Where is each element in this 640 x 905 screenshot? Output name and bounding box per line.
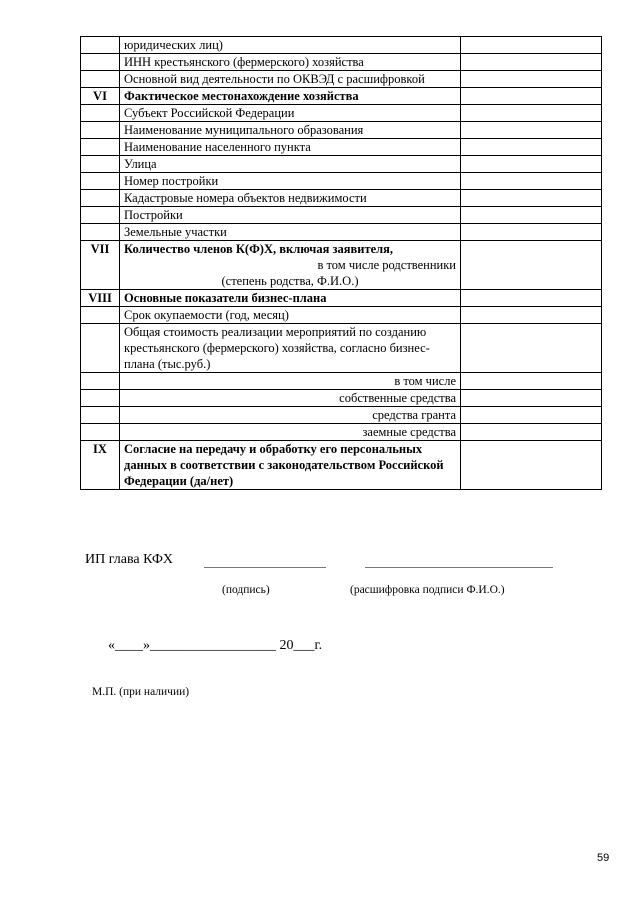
relation-label: (степень родства, Ф.И.О.) <box>221 274 359 288</box>
value-cell[interactable] <box>461 54 602 71</box>
row-number <box>81 207 120 224</box>
form-table-body-top <box>81 37 602 241</box>
value-cell[interactable] <box>461 105 602 122</box>
row-number <box>81 71 120 88</box>
value-cell[interactable] <box>461 390 602 407</box>
row-number <box>81 105 120 122</box>
table-row <box>81 173 602 190</box>
table-row <box>81 190 602 207</box>
value-cell[interactable] <box>461 407 602 424</box>
signature-label: ИП глава КФХ <box>85 552 173 567</box>
date-line: «____»__________________ 20___г. <box>108 638 323 653</box>
row-number <box>81 173 120 190</box>
row-number <box>81 224 120 241</box>
value-cell[interactable] <box>461 441 602 490</box>
table-row <box>81 54 602 71</box>
name-decode-caption: (расшифровка подписи Ф.И.О.) <box>350 584 505 596</box>
table-row <box>81 105 602 122</box>
row-number: IX <box>81 441 120 490</box>
row-label: Субъект Российской Федерации <box>120 105 461 122</box>
row-number <box>81 37 120 54</box>
value-cell[interactable] <box>461 71 602 88</box>
table-row-members <box>81 241 602 290</box>
value-cell[interactable] <box>461 88 602 105</box>
value-cell[interactable] <box>461 241 602 290</box>
form-table-body-vii <box>81 241 602 290</box>
row-label: Основной вид деятельности по ОКВЭД с расшифровкой <box>120 71 461 88</box>
relatives-label: в том числе родственники <box>317 258 456 272</box>
table-row <box>81 424 602 441</box>
table-row <box>81 139 602 156</box>
row-label: Срок окупаемости (год, месяц) <box>120 307 461 324</box>
table-row <box>81 290 602 307</box>
table-row <box>81 71 602 88</box>
row-label: заемные средства <box>120 424 461 441</box>
table-row <box>81 324 602 373</box>
row-label: собственные средства <box>120 390 461 407</box>
form-table-body-bottom <box>81 290 602 490</box>
value-cell[interactable] <box>461 37 602 54</box>
row-number <box>81 156 120 173</box>
table-row <box>81 390 602 407</box>
row-label: Общая стоимость реализации мероприятий по созданию крестьянского (фермерского) хозяйства, согласно бизнес-плана (тыс.руб.) <box>120 324 461 373</box>
row-number: VIII <box>81 290 120 307</box>
row-number <box>81 407 120 424</box>
value-cell[interactable] <box>461 373 602 390</box>
row-label: Наименование населенного пункта <box>120 139 461 156</box>
row-label: Кадастровые номера объектов недвижимости <box>120 190 461 207</box>
table-row <box>81 441 602 490</box>
value-cell[interactable] <box>461 324 602 373</box>
row-label: Улица <box>120 156 461 173</box>
row-number: VI <box>81 88 120 105</box>
row-label: в том числе <box>120 373 461 390</box>
table-row <box>81 373 602 390</box>
page-number: 59 <box>597 852 610 864</box>
row-label: Фактическое местонахождение хозяйства <box>120 88 461 105</box>
signature-caption: (подпись) <box>222 584 270 596</box>
row-number <box>81 373 120 390</box>
row-number <box>81 390 120 407</box>
name-decode-line[interactable] <box>365 567 553 568</box>
members-label: Количество членов К(Ф)Х, включая заявителя, <box>124 242 394 256</box>
row-label: Основные показатели бизнес-плана <box>120 290 461 307</box>
signature-line[interactable] <box>204 567 326 568</box>
value-cell[interactable] <box>461 190 602 207</box>
table-row <box>81 37 602 54</box>
row-number <box>81 324 120 373</box>
table-row <box>81 407 602 424</box>
value-cell[interactable] <box>461 139 602 156</box>
row-number <box>81 54 120 71</box>
table-row <box>81 156 602 173</box>
row-number <box>81 307 120 324</box>
value-cell[interactable] <box>461 207 602 224</box>
row-label: юридических лиц) <box>120 37 461 54</box>
stamp-label: М.П. (при наличии) <box>92 686 190 698</box>
row-number <box>81 122 120 139</box>
value-cell[interactable] <box>461 122 602 139</box>
row-label: Номер постройки <box>120 173 461 190</box>
value-cell[interactable] <box>461 424 602 441</box>
application-form-table <box>80 36 602 490</box>
value-cell[interactable] <box>461 156 602 173</box>
value-cell[interactable] <box>461 224 602 241</box>
row-label: средства гранта <box>120 407 461 424</box>
row-number: VII <box>81 241 120 290</box>
value-cell[interactable] <box>461 173 602 190</box>
value-cell[interactable] <box>461 307 602 324</box>
row-number <box>81 190 120 207</box>
table-row <box>81 122 602 139</box>
table-row <box>81 307 602 324</box>
row-label: ИНН крестьянского (фермерского) хозяйства <box>120 54 461 71</box>
row-label: Согласие на передачу и обработку его персональных данных в соответствии с законодательством Российской Федерации (да/нет) <box>120 441 461 490</box>
value-cell[interactable] <box>461 290 602 307</box>
table-row <box>81 207 602 224</box>
table-row <box>81 88 602 105</box>
row-label: Постройки <box>120 207 461 224</box>
members-cell <box>120 241 461 290</box>
row-number <box>81 424 120 441</box>
row-label: Наименование муниципального образования <box>120 122 461 139</box>
row-label: Земельные участки <box>120 224 461 241</box>
row-number <box>81 139 120 156</box>
table-row <box>81 224 602 241</box>
